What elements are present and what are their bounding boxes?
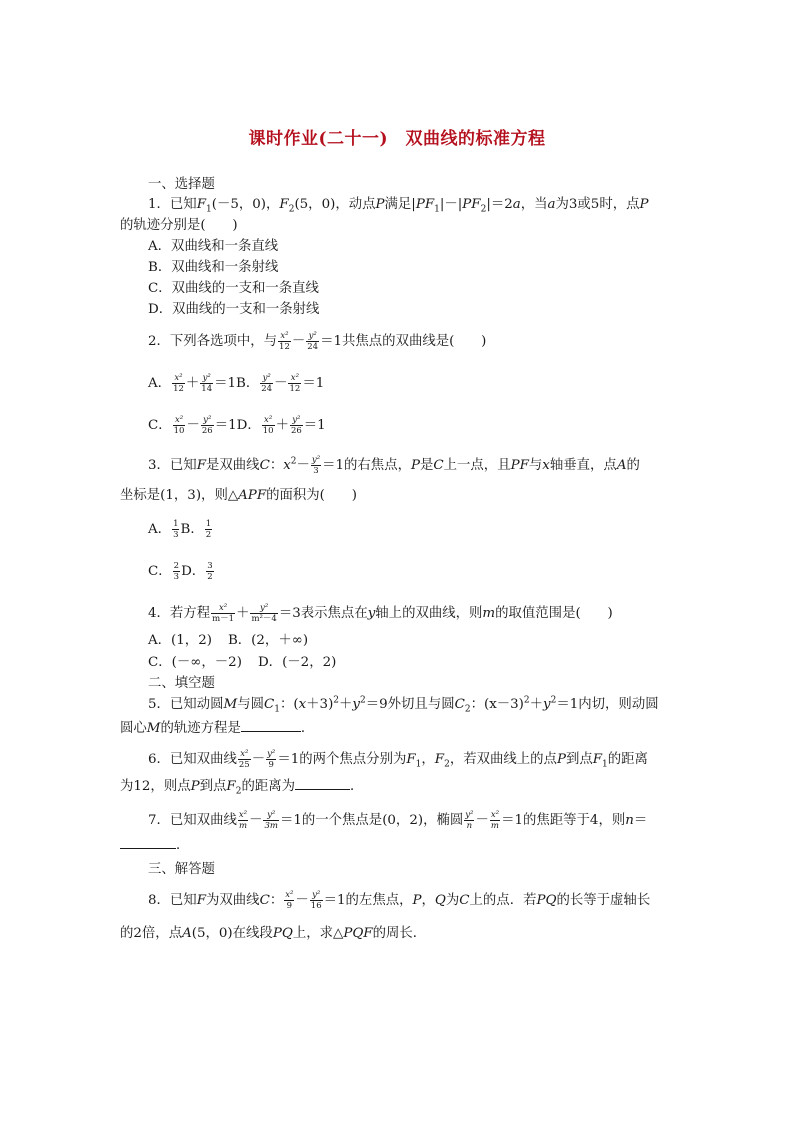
page-title: 课时作业(二十一) 双曲线的标准方程: [248, 129, 546, 149]
q1-option-d: D．双曲线的一支和一条射线: [148, 302, 320, 317]
q6-line1: 6．已知双曲线 $\frac{\text{x²}}{25}$ － $\frac{\text{y²}}{9}$ ＝1的两个焦点分别为$F_1$，$F_2$，若双曲线上的点P到点$F_1$的距离: [148, 749, 648, 770]
q1-line1: 1．已知$F_1(-5$，0)，$F_2(5$，0)，动点P满足$|PF_1|-|PF_2|=2a$，当a为3或5时，点P: [148, 197, 649, 215]
q4-options-ab: A．(1，2) B．(2，＋∞): [148, 633, 309, 648]
q4-line1: 4．若方程 $\frac{\text{x²}}{m-1}$ ＋ $\frac{\text{y²}}{\text{m²－4}}$ ＝3表示焦点在y轴上的双曲线，则m的取值范围是( ): [148, 603, 613, 624]
q8-line1: 8．已知F为双曲线C： $\frac{\text{x²}}{9}$ － $\frac{\text{y²}}{16}$ ＝1的左焦点，P，Q为C上的点．若PQ的长等于虚轴长: [148, 890, 651, 911]
q1-option-c: C．双曲线的一支和一条直线: [148, 281, 319, 296]
section-solve: 三、解答题: [148, 862, 215, 877]
q8-line2: 的2倍，点A(5，0)在线段PQ上，求△PQF的周长．: [120, 926, 427, 941]
q2-options-ab: A． $\frac{\text{x²}}{12}$ ＋ $\frac{\text{y²}}{14}$ ＝1B． $\frac{\text{y²}}{24}$ － $\frac{\text{x²}}{12}$ ＝1: [148, 373, 325, 394]
q1-line2: 的轨迹分别是( ): [120, 218, 238, 233]
q1-option-a: A．双曲线和一条直线: [148, 239, 279, 254]
q6-answer-blank: [295, 777, 350, 790]
q3-line2: 坐标是(1，3)，则△APF的面积为( ): [120, 488, 357, 503]
q4-options-cd: C．(－∞，－2) D．(－2，2): [148, 655, 337, 670]
q5-answer-blank: [241, 719, 301, 732]
section-fill: 二、填空题: [148, 676, 215, 691]
q1-option-b: B．双曲线和一条射线: [148, 260, 279, 275]
q7-line2: ．: [120, 836, 189, 855]
q7-answer-blank: [120, 836, 176, 849]
q5-line2: 圆心M的轨迹方程是 ．: [120, 721, 315, 736]
q3-options-cd: C． $\frac{2}{3}$ D． $\frac{3}{2}$: [148, 561, 213, 582]
q3-line1: 3．已知F是双曲线C：$x^2-$ $\frac{\text{y²}}{3}$ ＝1的右焦点，P是C上一点，且PF与x轴垂直，点A的: [148, 455, 640, 476]
q3-options-ab: A． $\frac{1}{3}$ B． $\frac{1}{2}$: [148, 519, 212, 540]
q7-line1: 7．已知双曲线 $\frac{\text{x²}}{m}$ － $\frac{\text{y²}}{3m}$ ＝1的一个焦点是(0，2)，椭圆 $\frac{\text{y²}}{n}$ － $\frac{\text{x²}}{m}$ ＝1的焦距等于4，则n＝: [148, 810, 648, 831]
q5-line1: 5．已知动圆M与圆$C_1$：$(x+3)^2+y^2=9$外切且与圆$C_2$：$(x-3)^2+y^2=1$内切，则动圆: [148, 695, 659, 715]
section-choice: 一、选择题: [148, 177, 215, 192]
q2-options-cd: C． $\frac{\text{x²}}{10}$ － $\frac{\text{y²}}{26}$ ＝1D． $\frac{\text{x²}}{10}$ ＋ $\frac{\text{y²}}{26}$ ＝1: [148, 415, 326, 436]
q6-line2: 为12，则点P到点$F_2$的距离为 ．: [120, 779, 364, 797]
q2-line1: 2．下列各选项中，与 $\frac{\text{x²}}{12}$ － $\frac{\text{y²}}{24}$ ＝1共焦点的双曲线是( ): [148, 331, 487, 352]
